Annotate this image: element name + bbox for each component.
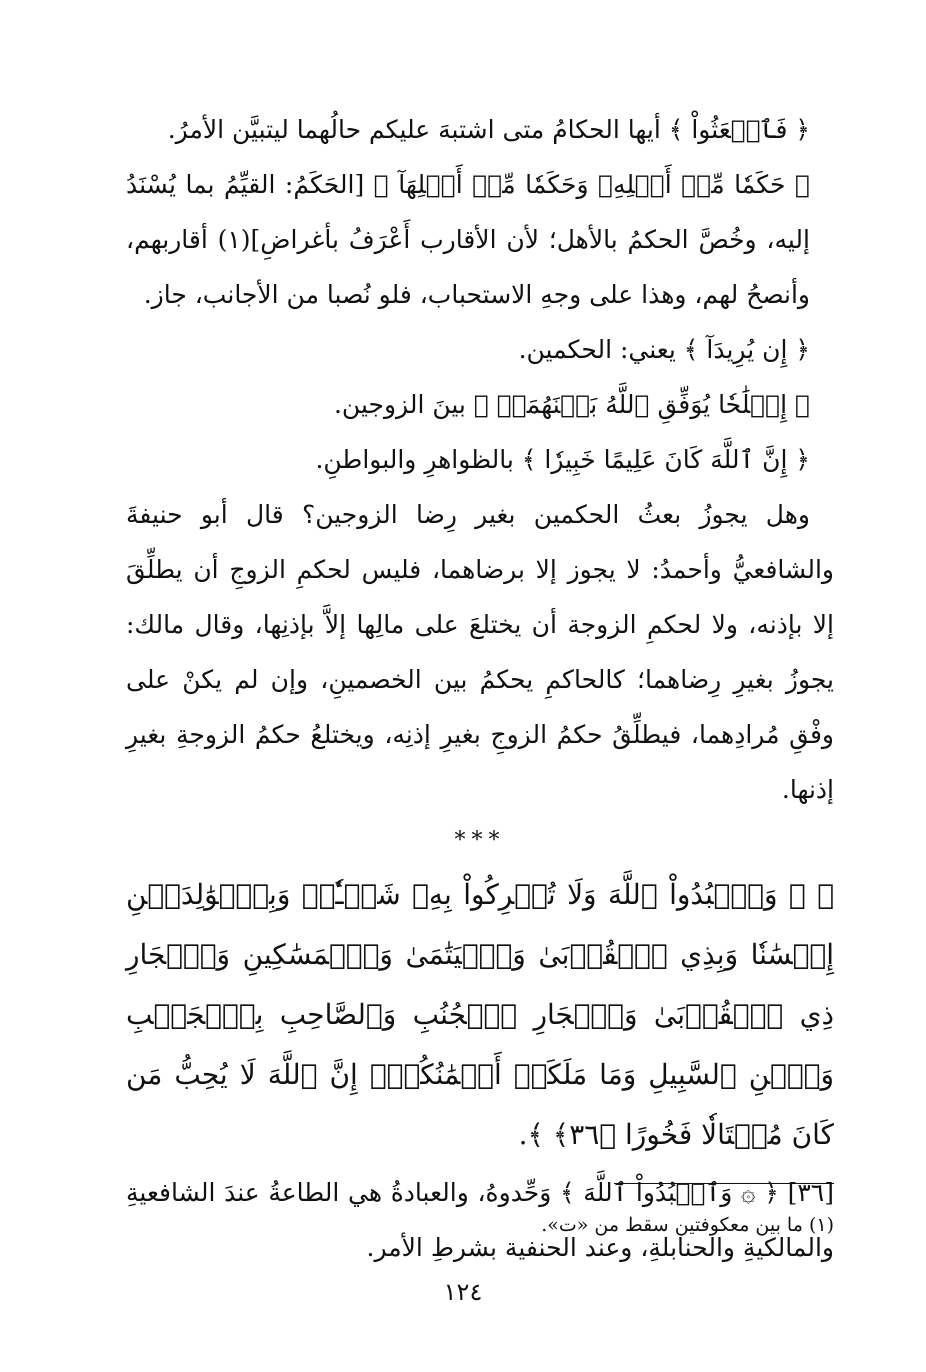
footnote: (١) ما بين معكوفتين سقط من «ت». [541, 1214, 834, 1236]
paragraph-verse-36-commentary: [٣٦] ﴿ ۞ وَٱعۡبُدُواْ ٱللَّهَ ﴾ وَحِّدوهُ، والعبادةُ هي الطاعةُ عندَ الشافعيةِ والمالكيةِ والحنابلةِ، وعند الحنفية بشرطِ الأمر. [126, 1178, 834, 1262]
paragraph-hakamayn-question: وهل يجوزُ بعثُ الحكمين بغير رِضا الزوجين؟ قال أبو حنيفةَ والشافعيُّ وأحمدُ: لا يجوز إلا برضاهما، فليس لحكمِ الزوجِ أن يطلِّقَ إلا بإذنه، ولا لحكمِ الزوجة أن يختلعَ على مالِها إلاَّ بإذنِها، وقال مالك: يجوزُ بغيرِ رِضاهما؛ كالحاكمِ يحكمُ بين الخصمينِ، وإن لم يكنْ على وفْقِ مُرادِهما، فيطلِّقُ حكمُ الزوجِ بغيرِ إذنِه، ويختلعُ حكمُ الزوجةِ بغيرِ إذنها. [126, 500, 834, 804]
paragraph-hakaman: ﴿ حَكَمٗا مِّنۡ أَهۡلِهِۦ وَحَكَمٗا مِّنۡ أَهۡلِهَآ ﴾ [الحَكَمُ: القيِّمُ بما يُسْنَدُ إليه، وخُصَّ الحكمُ بالأهل؛ لأن الأقارب أَعْرَفُ بأغراضِ](١) أقاربهم، وأنصحُ لهم، وهذا على وجهِ الاستحباب، فلو نُصبا من الأجانب، جاز. [126, 170, 810, 309]
line-alim-khabir: ﴿ إِنَّ ٱللَّهَ كَانَ عَلِيمًا خَبِيرٗا ﴾ بالظواهرِ والبواطنِ. [315, 445, 810, 474]
section-separator: *** [454, 828, 506, 853]
page-number: ١٢٤ [443, 1278, 483, 1306]
footnote-divider [614, 1183, 834, 1184]
line-fabaathu: ﴿ فَٱبۡعَثُواْ ﴾ أيها الحكامُ متى اشتبهَ عليكم حالُهما ليتبيَّن الأمرُ. [167, 115, 810, 144]
line-islahan: ﴿ إِصۡلَٰحٗا يُوَفِّقِ ٱللَّهُ بَيۡنَهُمَآۗ ﴾ بينَ الزوجين. [333, 390, 810, 419]
quran-verse-36: ﴿ ۞ وَٱعۡبُدُواْ ٱللَّهَ وَلَا تُشۡرِكُواْ بِهِۦ شَيۡـٔٗاۖ وَبِٱلۡوَٰلِدَيۡنِ إِحۡسَٰنٗا وَبِذِي ٱلۡقُرۡبَىٰ وَٱلۡيَتَٰمَىٰ وَٱلۡمَسَٰكِينِ وَٱلۡجَارِ ذِي ٱلۡقُرۡبَىٰ وَٱلۡجَارِ ٱلۡجُنُبِ وَٱلصَّاحِبِ بِٱلۡجَنۢبِ وَٱبۡنِ ٱلسَّبِيلِ وَمَا مَلَكَتۡ أَيۡمَٰنُكُمۡۗ إِنَّ ٱللَّهَ لَا يُحِبُّ مَن كَانَ مُخۡتَالٗا فَخُورًا ﴿٣٦﴾ ﴾. [126, 878, 834, 1151]
line-in-yurida: ﴿ إِن يُرِيدَآ ﴾ يعني: الحكمين. [518, 335, 810, 364]
main-text [126, 102, 834, 1275]
